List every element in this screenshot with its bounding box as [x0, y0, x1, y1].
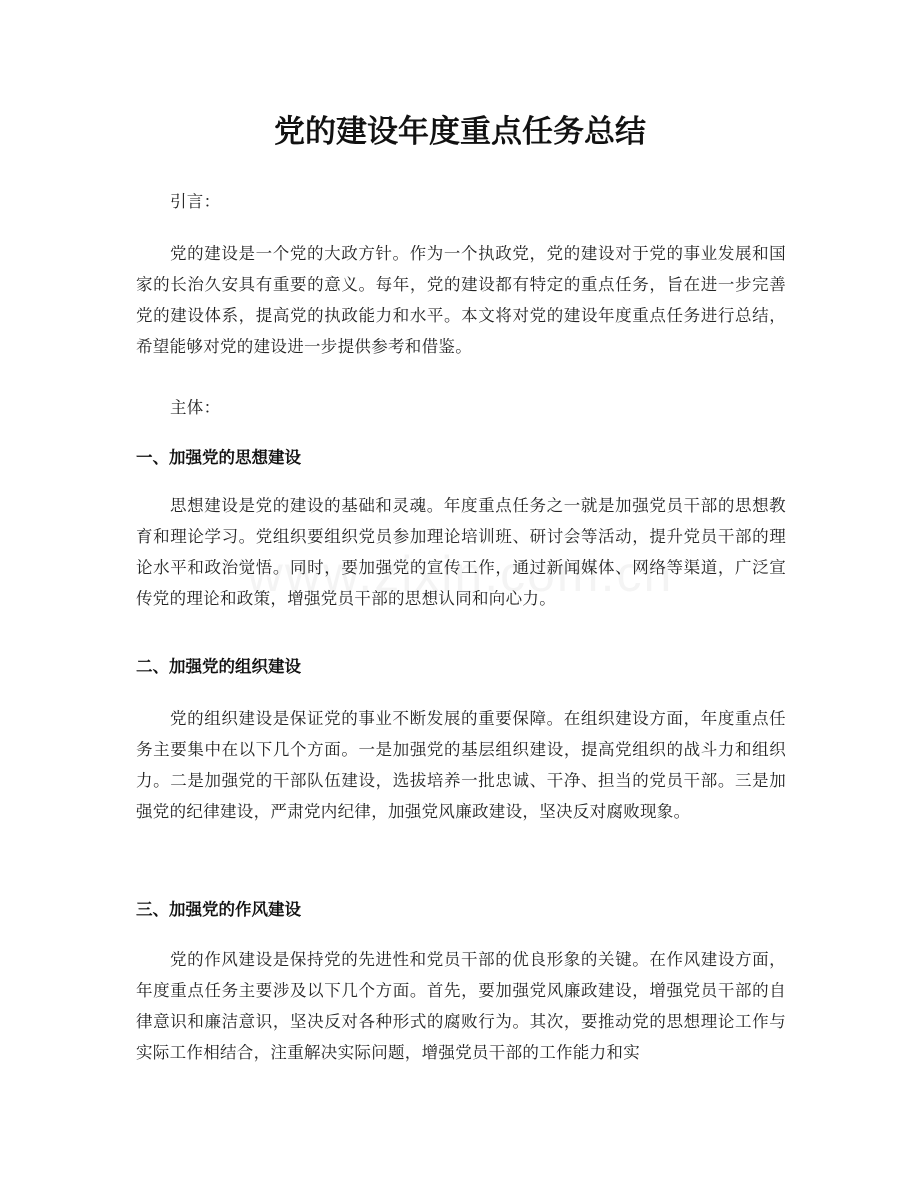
intro-paragraph: 党的建设是一个党的大政方针。作为一个执政党，党的建设对于党的事业发展和国家的长治久安具有重要的意义。每年，党的建设都有特定的重点任务，旨在进一步完善党的建设体系，提高党的执政能力和水平。本文将对党的建设年度重点任务进行总结，希望能够对党的建设进一步提供参考和借鉴。 [136, 244, 786, 356]
intro-label: 引言： [170, 192, 221, 211]
section-paragraph-3: 党的作风建设是保持党的先进性和党员干部的优良形象的关键。在作风建设方面，年度重点任务主要涉及以下几个方面。首先，要加强党风廉政建设，增强党员干部的自律意识和廉洁意识，坚决反对各种形式的腐败行为。其次，要推动党的思想理论工作与实际工作相结合，注重解决实际问题，增强党员干部的工作能力和实 [136, 950, 786, 1062]
section-heading-3: 三、加强党的作风建设 [136, 900, 301, 919]
section-paragraph-1: 思想建设是党的建设的基础和灵魂。年度重点任务之一就是加强党员干部的思想教育和理论学习。党组织要组织党员参加理论培训班、研讨会等活动，提升党员干部的理论水平和政治觉悟。同时，要加强党的宣传工作，通过新闻媒体、网络等渠道，广泛宣传党的理论和政策，增强党员干部的思想认同和向心力。 [136, 496, 786, 608]
section-paragraph-2: 党的组织建设是保证党的事业不断发展的重要保障。在组织建设方面，年度重点任务主要集中在以下几个方面。一是加强党的基层组织建设，提高党组织的战斗力和组织力。二是加强党的干部队伍建设，选拔培养一批忠诚、干净、担当的党员干部。三是加强党的纪律建设，严肃党内纪律，加强党风廉政建设，坚决反对腐败现象。 [136, 709, 786, 821]
document-title: 党的建设年度重点任务总结 [274, 114, 646, 150]
section-heading-2: 二、加强党的组织建设 [136, 657, 301, 676]
body-label: 主体： [170, 398, 221, 417]
section-heading-1: 一、加强党的思想建设 [136, 448, 301, 467]
